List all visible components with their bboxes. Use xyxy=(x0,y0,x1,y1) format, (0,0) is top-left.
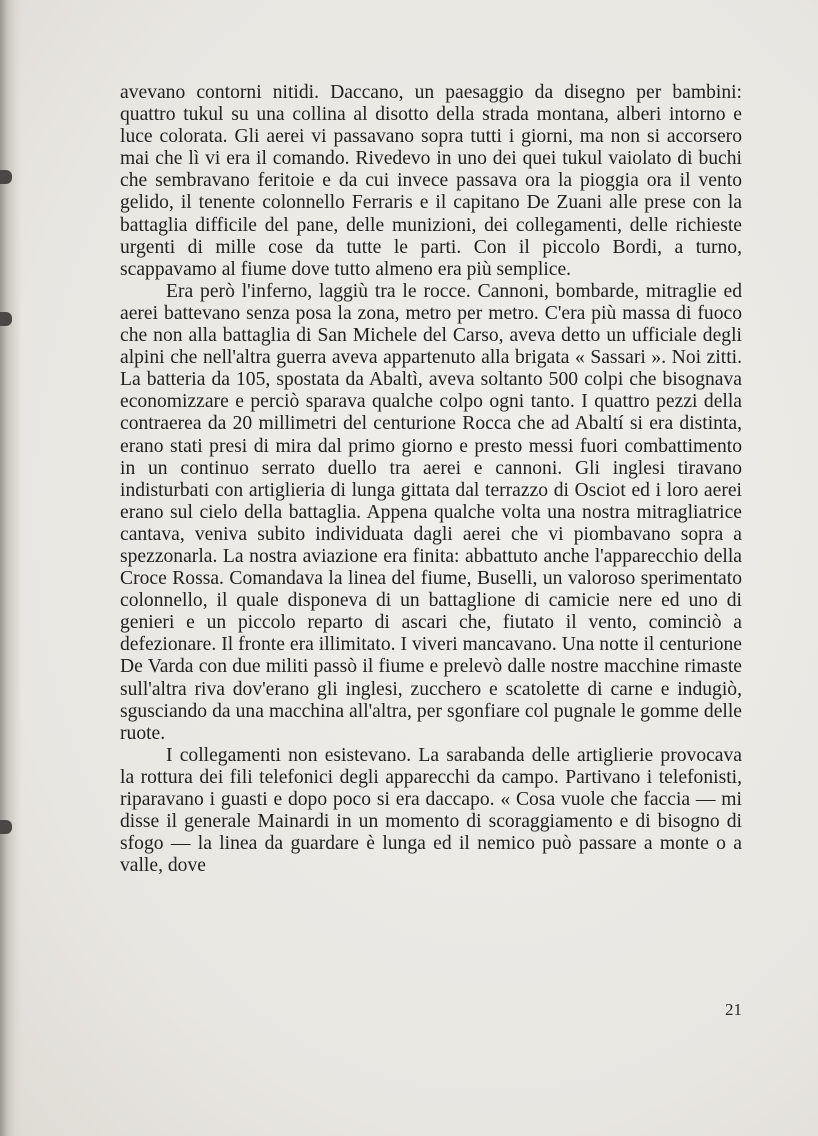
binding-thread-mark xyxy=(0,312,12,326)
book-binding xyxy=(0,0,22,1136)
binding-thread-mark xyxy=(0,820,12,834)
binding-thread-mark xyxy=(0,170,12,184)
paragraph: Era però l'inferno, laggiù tra le rocce. Cannoni, bombarde, mitraglie ed aerei battevano senza posa la zona, metro per metro. C'era più massa di fuoco che non alla battaglia di San Michele del Carso, aveva detto un ufficiale degli alpini che nell'altra guerra aveva appartenuto alla brigata « Sassari ». Noi zitti. La batteria da 105, spostata da Abaltì, aveva soltanto 500 colpi che bisognava economizzare e perciò sparava qualche colpo ogni tanto. I quattro pezzi della contraerea da 20 millimetri del centurione Rocca che ad Abaltí si era distinta, erano stati presi di mira dal primo giorno e presto messi fuori combattimento in un continuo serrato duello tra aerei e cannoni. Gli inglesi tiravano indisturbati con artiglieria di lunga gittata dal terrazzo di Osciot ed i loro aerei erano sul cielo della battaglia. Appena qualche volta una nostra mitragliatrice cantava, veniva subito individuata dagli aerei che vi piombavano sopra a spezzonarla. La nostra aviazione era finita: abbattuto anche l'apparecchio della Croce Rossa. Comandava la linea del fiume, Buselli, un valoroso sperimentato colonnello, il quale disponeva di un battaglione di camicie nere ed uno di genieri e un piccolo reparto di ascari che, fiutato il vento, cominciò a defezionare. Il fronte era illimitato. I viveri mancavano. Una notte il centurione De Varda con due militi passò il fiume e prelevò dalle nostre macchine rimaste sull'altra riva dov'erano gli inglesi, zucchero e scatolette di carne e indugiò, sgusciando da una macchina all'altra, per sgonfiare col pugnale le gomme delle ruote. xyxy=(120,280,742,744)
paragraph: I collegamenti non esistevano. La sarabanda delle artiglierie provocava la rottura dei fili telefonici degli apparecchi da campo. Partivano i telefonisti, riparavano i guasti e dopo poco si era daccapo. « Cosa vuole che faccia — mi disse il generale Mainardi in un momento di scoraggiamento e di bisogno di sfogo — la linea da guardare è lunga ed il nemico può passare a monte o a valle, dove xyxy=(120,744,742,877)
body-text xyxy=(120,82,742,877)
page-number: 21 xyxy=(725,1000,742,1019)
paragraph: avevano contorni nitidi. Daccano, un paesaggio da disegno per bambini: quattro tukul su una collina al disotto della strada montana, alberi intorno e luce colorata. Gli aerei vi passavano sopra tutti i giorni, ma non si accorsero mai che lì vi era il comando. Rivedevo in uno dei quei tukul vaiolato di buchi che sembravano feritoie e da cui invece passava ora la pioggia ora il vento gelido, il tenente colonnello Ferraris e il capitano De Zuani alle prese con la battaglia difficile del pane, delle munizioni, dei collegamenti, delle richieste urgenti di mille cose da tutte le parti. Con il piccolo Bordi, a turno, scappavamo al fiume dove tutto almeno era più semplice. xyxy=(120,82,742,280)
